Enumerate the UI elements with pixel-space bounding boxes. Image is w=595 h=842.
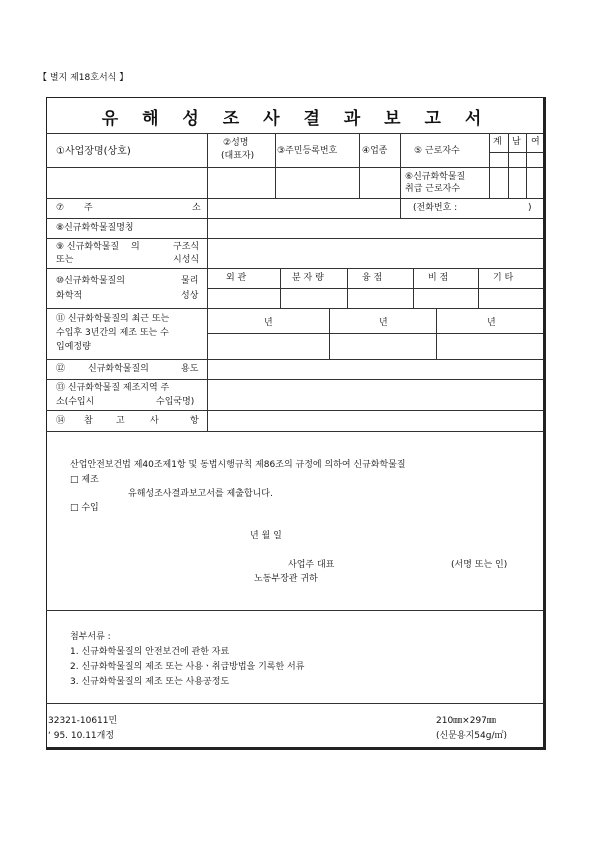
divider bbox=[46, 431, 543, 432]
melting-point-header: 융 점 bbox=[362, 273, 383, 283]
attachment-item: 2. 신규화학물질의 제조 또는 사용ㆍ취급방법을 기록한 서류 bbox=[70, 662, 305, 672]
year-2-amount-field[interactable] bbox=[330, 334, 435, 358]
structure-label-of: 의 bbox=[131, 242, 140, 252]
structure-label-formula: 구조식 bbox=[173, 242, 200, 252]
structure-label: ⑨ 신규화학물질 bbox=[56, 242, 120, 252]
year-3-amount-field[interactable] bbox=[437, 334, 543, 358]
melting-point-field[interactable] bbox=[348, 289, 412, 307]
industry-label: ④업종 bbox=[362, 146, 388, 156]
employer-label: 사업주 대표 bbox=[288, 560, 335, 570]
remarks-char: 사 bbox=[150, 416, 159, 426]
handling-workers-sub-label: 취급 근로자수 bbox=[405, 184, 461, 194]
representative-label: ②성명 bbox=[223, 138, 249, 148]
divider bbox=[46, 268, 543, 269]
usage-number: ⑫ bbox=[56, 364, 66, 374]
phone-label: (전화번호 : bbox=[413, 203, 458, 213]
divider bbox=[46, 610, 543, 611]
appearance-header: 외 관 bbox=[226, 273, 247, 283]
structure-label-rational: 시성식 bbox=[173, 255, 200, 265]
appearance-field[interactable] bbox=[208, 289, 279, 307]
remarks-char: 고 bbox=[116, 416, 125, 426]
import-checkbox[interactable]: □ 수입 bbox=[70, 503, 99, 513]
usage-field[interactable] bbox=[208, 360, 543, 378]
paper-type: (신문용지54g/㎡) bbox=[436, 731, 507, 741]
year-label-1: 년 bbox=[264, 318, 273, 328]
year-label-2: 년 bbox=[379, 318, 388, 328]
form-title: 유 해 성 조 사 결 과 보 고 서 bbox=[101, 109, 491, 129]
remarks-char: 참 bbox=[84, 416, 93, 426]
address-number: ⑦ bbox=[56, 203, 65, 213]
workers-male-field[interactable] bbox=[509, 153, 525, 197]
company-name-field[interactable] bbox=[47, 168, 206, 197]
properties-label-state: 성상 bbox=[181, 291, 199, 301]
divider bbox=[46, 703, 543, 704]
workers-female-field[interactable] bbox=[527, 153, 543, 197]
recent-amount-label: ⑪ 신규화학물질의 최근 또는 bbox=[56, 314, 170, 324]
structure-label-or: 또는 bbox=[56, 255, 74, 265]
address-label-ju: 주 bbox=[84, 203, 93, 213]
form-code: 32321-10611민 bbox=[48, 716, 118, 726]
molecular-weight-header: 분 자 량 bbox=[292, 273, 324, 283]
other-header: 기 타 bbox=[493, 273, 514, 283]
region-label-country: 수입국명) bbox=[156, 397, 195, 407]
usage-label: 신규화학물질의 bbox=[88, 364, 149, 374]
divider bbox=[46, 133, 543, 134]
divider bbox=[400, 133, 401, 198]
structure-field[interactable] bbox=[208, 239, 543, 267]
boiling-point-field[interactable] bbox=[414, 289, 477, 307]
divider bbox=[400, 198, 401, 218]
submit-text: 유해성조사결과보고서를 제출합니다. bbox=[128, 489, 273, 499]
properties-label: ⑩신규화학물질의 bbox=[56, 276, 125, 286]
recent-amount-label-3: 입예정량 bbox=[56, 342, 91, 352]
region-label: ⑬ 신규화학물질 제조지역 주 bbox=[56, 383, 170, 393]
phone-close: ) bbox=[528, 203, 532, 213]
workers-label: ⑤ 근로자수 bbox=[414, 146, 460, 156]
manufacture-checkbox[interactable]: □ 제조 bbox=[70, 475, 99, 485]
signature-label: (서명 또는 인) bbox=[451, 560, 508, 570]
resident-number-label: ③주민등록번호 bbox=[277, 146, 338, 156]
remarks-char: 항 bbox=[190, 416, 199, 426]
region-field[interactable] bbox=[208, 380, 543, 409]
address-field[interactable] bbox=[208, 199, 399, 217]
representative-sub-label: (대표자) bbox=[221, 151, 255, 161]
year-label-3: 년 bbox=[487, 318, 496, 328]
boiling-point-header: 비 점 bbox=[428, 273, 449, 283]
other-field[interactable] bbox=[479, 289, 543, 307]
region-label-import: 소(수입시 bbox=[56, 397, 95, 407]
male-label: 남 bbox=[512, 137, 521, 147]
properties-label-chemical: 화학적 bbox=[56, 291, 83, 301]
chemical-name-field[interactable] bbox=[208, 219, 543, 237]
date-line: 년 월 일 bbox=[250, 531, 282, 541]
resident-number-field[interactable] bbox=[276, 168, 358, 197]
form-number-header: 【 별지 제18호서식 】 bbox=[38, 73, 129, 83]
attachment-item: 3. 신규화학물질의 제조 또는 사용공정도 bbox=[70, 677, 230, 687]
paper-size: 210㎜×297㎜ bbox=[436, 716, 496, 726]
year-1-amount-field[interactable] bbox=[208, 334, 328, 358]
attachment-item: 1. 신규화학물질의 안전보건에 관한 자료 bbox=[70, 647, 230, 657]
handling-workers-label: ⑥신규화학물질 bbox=[405, 172, 466, 182]
female-label: 여 bbox=[531, 137, 540, 147]
molecular-weight-field[interactable] bbox=[281, 289, 346, 307]
representative-field[interactable] bbox=[208, 168, 274, 197]
attachments-heading: 첨부서류 : bbox=[70, 632, 111, 642]
industry-field[interactable] bbox=[360, 168, 399, 197]
recent-amount-label-2: 수입후 3년간의 제조 또는 수 bbox=[56, 328, 169, 338]
properties-label-physical: 물리 bbox=[181, 276, 199, 286]
address-label-so: 소 bbox=[192, 203, 201, 213]
workers-total-field[interactable] bbox=[490, 153, 507, 197]
company-name-label: ①사업장명(상호) bbox=[56, 146, 131, 157]
remarks-number: ⑭ bbox=[56, 416, 66, 426]
divider bbox=[46, 308, 543, 309]
remarks-field[interactable] bbox=[208, 411, 543, 430]
usage-label-end: 용도 bbox=[181, 364, 199, 374]
statement-text: 산업안전보건법 제40조제1항 및 동법시행규칙 제86조의 규정에 의하여 신규화학물질 bbox=[70, 460, 406, 470]
chemical-name-label: ⑧신규화학물질명칭 bbox=[56, 223, 134, 233]
recipient-label: 노동부장관 귀하 bbox=[254, 574, 318, 584]
revision-date: ‘ 95. 10.11개정 bbox=[48, 731, 115, 741]
total-label: 계 bbox=[493, 137, 502, 147]
